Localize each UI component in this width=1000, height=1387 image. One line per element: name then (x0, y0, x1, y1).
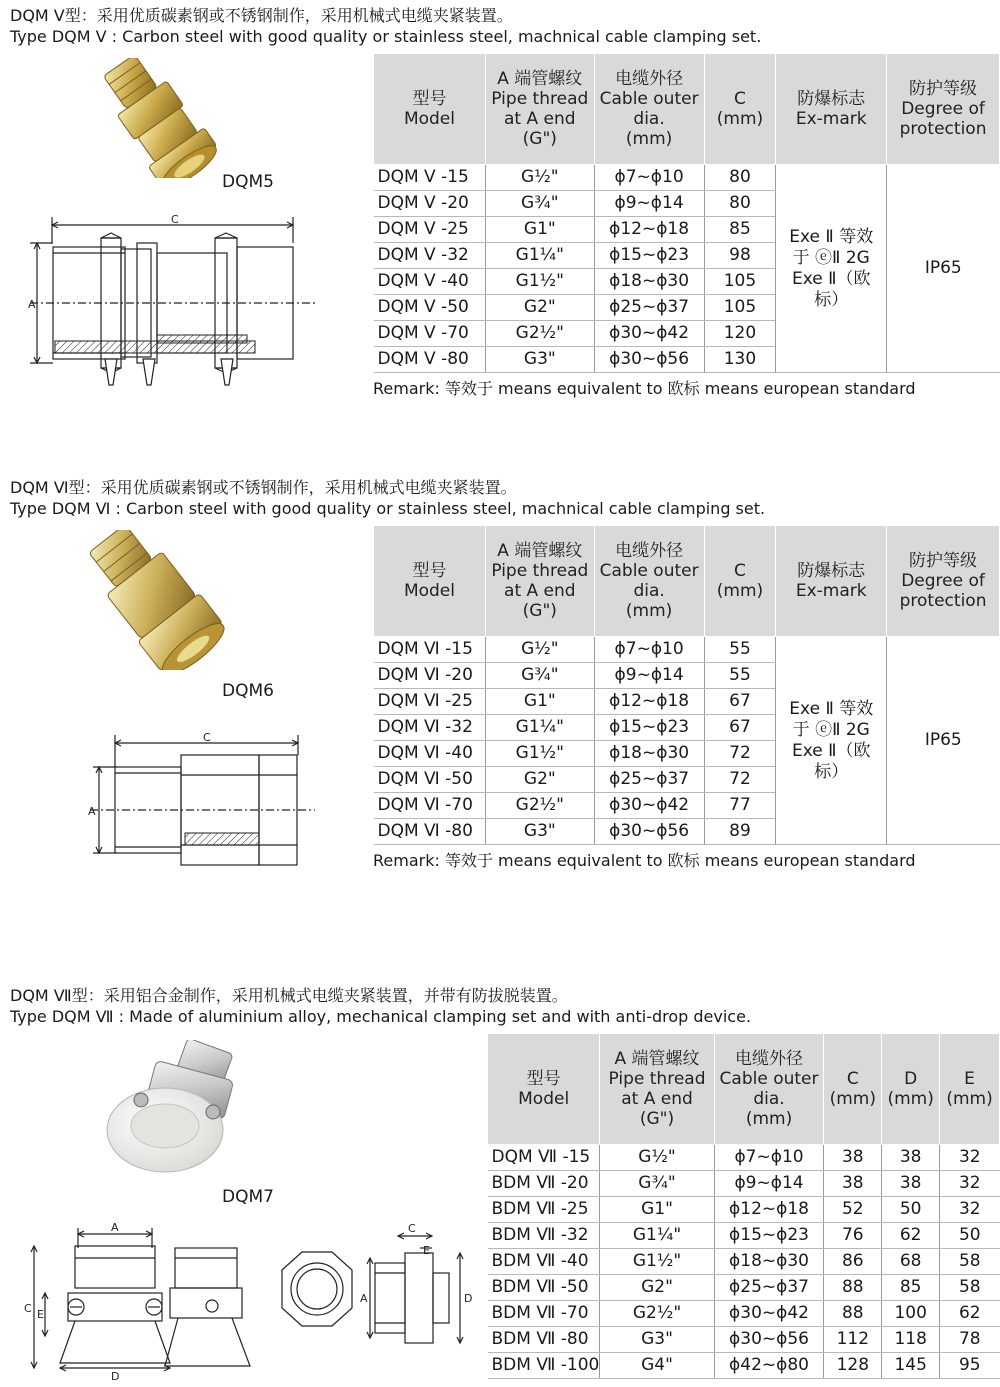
table-header-row (488, 1034, 1000, 1145)
table-row: DQM Ⅵ -40 G1½" ϕ18~ϕ30 72 (374, 741, 1000, 767)
table-row: BDM Ⅶ -70 G2½" ϕ30~ϕ42 88 100 62 (488, 1301, 1000, 1327)
table-row: BDM Ⅶ -20 G¾" ϕ9~ϕ14 38 38 32 (488, 1171, 1000, 1197)
table-row: BDM Ⅶ -80 G3" ϕ30~ϕ56 112 118 78 (488, 1327, 1000, 1353)
table-row: DQM Ⅴ -20 G¾" ϕ9~ϕ14 80 (374, 191, 1000, 217)
table-row: BDM Ⅶ -100 G4" ϕ42~ϕ80 128 145 95 (488, 1353, 1000, 1379)
header-cable-dia: 电缆外径 Cable outer dia. (mm) (714, 1034, 824, 1145)
dqm6-dimension-drawing (85, 725, 320, 875)
dqm5-remark: Remark: 等效于 means equivalent to 欧标 means european standard (373, 379, 916, 398)
table-header-row (374, 54, 1000, 165)
section-intro-dqm7 (10, 985, 751, 1027)
table-row: DQM Ⅴ -70 G2½" ϕ30~ϕ42 120 (374, 321, 1000, 347)
header-exmark: 防爆标志 Ex-mark (776, 54, 887, 165)
table-row: DQM Ⅶ -15 G½" ϕ7~ϕ10 38 38 32 (488, 1145, 1000, 1171)
header-pipe-thread: A 端管螺纹 Pipe thread at A end (G") (600, 1034, 714, 1145)
dqm6-product-photo (70, 530, 240, 670)
header-cable-dia: 电缆外径 Cable outer dia. (mm) (594, 526, 704, 637)
dqm6-spec-table (373, 525, 1000, 845)
table-row: DQM Ⅴ -50 G2" ϕ25~ϕ37 105 (374, 295, 1000, 321)
header-model: 型号 Model (374, 54, 486, 165)
dim-label-e: E (423, 1244, 430, 1257)
header-c: C (mm) (704, 526, 776, 637)
table-row: DQM Ⅵ -70 G2½" ϕ30~ϕ42 77 (374, 793, 1000, 819)
exmark-cell: Exe Ⅱ 等效 于 ⓔⅡ 2G Exe Ⅱ（欧 标） (776, 637, 887, 845)
dim-label-e: E (37, 1308, 44, 1321)
dim-label-d: D (111, 1370, 120, 1383)
intro-cn: DQM Ⅵ型：采用优质碳素钢或不锈钢制作，采用机械式电缆夹紧装置。 (10, 478, 517, 497)
table-row: DQM Ⅵ -80 G3" ϕ30~ϕ56 89 (374, 819, 1000, 845)
table-header-row (374, 526, 1000, 637)
dqm7-spec-table (487, 1033, 1000, 1379)
dim-label-a: A (88, 805, 96, 818)
header-cable-dia: 电缆外径 Cable outer dia. (mm) (594, 54, 704, 165)
dqm7-product-photo (95, 1040, 255, 1180)
table-row: BDM Ⅶ -50 G2" ϕ25~ϕ37 88 85 58 (488, 1275, 1000, 1301)
dim-label-c: C (203, 731, 211, 744)
dqm7-caption: DQM7 (222, 1187, 274, 1207)
table-row: DQM Ⅴ -15 G½" ϕ7~ϕ10 80 Exe Ⅱ 等效 于 ⓔⅡ 2G Exe Ⅱ（欧 标） IP65 (374, 165, 1000, 191)
intro-cn: DQM Ⅴ型：采用优质碳素钢或不锈钢制作，采用机械式电缆夹紧装置。 (10, 6, 513, 25)
section-intro-dqm5 (10, 5, 761, 47)
table-row: DQM Ⅴ -25 G1" ϕ12~ϕ18 85 (374, 217, 1000, 243)
header-pipe-thread: A 端管螺纹 Pipe thread at A end (G") (485, 54, 594, 165)
header-c: C (mm) (824, 1034, 882, 1145)
dim-label-a: A (360, 1292, 368, 1305)
dim-label-c: C (24, 1302, 32, 1315)
protection-cell: IP65 (887, 637, 1000, 845)
intro-en: Type DQM Ⅴ : Carbon steel with good quality or stainless steel, machnical cable clamping set. (10, 27, 762, 46)
section-intro-dqm6 (10, 477, 765, 519)
dqm5-dimension-drawing (25, 213, 325, 393)
dim-label-a: A (28, 298, 36, 311)
dim-label-c: C (408, 1222, 416, 1235)
table-row: DQM Ⅵ -20 G¾" ϕ9~ϕ14 55 (374, 663, 1000, 689)
dqm5-caption: DQM5 (222, 172, 274, 192)
exmark-cell: Exe Ⅱ 等效 于 ⓔⅡ 2G Exe Ⅱ（欧 标） (776, 165, 887, 373)
table-row: DQM Ⅵ -25 G1" ϕ12~ϕ18 67 (374, 689, 1000, 715)
protection-cell: IP65 (887, 165, 1000, 373)
dqm6-caption: DQM6 (222, 681, 274, 701)
header-pipe-thread: A 端管螺纹 Pipe thread at A end (G") (485, 526, 594, 637)
dqm5-spec-table (373, 53, 1000, 373)
dqm6-remark: Remark: 等效于 means equivalent to 欧标 means european standard (373, 851, 916, 870)
dqm5-product-photo (82, 58, 232, 178)
dim-label-c: C (171, 213, 179, 226)
table-row: DQM Ⅴ -80 G3" ϕ30~ϕ56 130 (374, 347, 1000, 373)
intro-en: Type DQM Ⅶ : Made of aluminium alloy, mechanical clamping set and with anti-drop device. (10, 1007, 752, 1026)
header-protection: 防护等级 Degree of protection (887, 526, 1000, 637)
intro-en: Type DQM Ⅵ : Carbon steel with good quality or stainless steel, machnical cable clamping set. (10, 499, 766, 518)
header-exmark: 防爆标志 Ex-mark (776, 526, 887, 637)
intro-cn: DQM Ⅶ型：采用铝合金制作，采用机械式电缆夹紧装置，并带有防拔脱装置。 (10, 986, 568, 1005)
dim-label-d: D (464, 1292, 473, 1305)
header-d: D (mm) (882, 1034, 940, 1145)
table-row: BDM Ⅶ -32 G1¼" ϕ15~ϕ23 76 62 50 (488, 1223, 1000, 1249)
header-c: C (mm) (704, 54, 776, 165)
dim-label-a: A (111, 1221, 119, 1234)
dqm7-dimension-drawings (20, 1218, 480, 1383)
table-row: DQM Ⅵ -50 G2" ϕ25~ϕ37 72 (374, 767, 1000, 793)
table-row: DQM Ⅴ -32 G1¼" ϕ15~ϕ23 98 (374, 243, 1000, 269)
header-protection: 防护等级 Degree of protection (887, 54, 1000, 165)
table-row: DQM Ⅵ -15 G½" ϕ7~ϕ10 55 Exe Ⅱ 等效 于 ⓔⅡ 2G Exe Ⅱ（欧 标） IP65 (374, 637, 1000, 663)
table-row: DQM Ⅵ -32 G1¼" ϕ15~ϕ23 67 (374, 715, 1000, 741)
table-row: BDM Ⅶ -40 G1½" ϕ18~ϕ30 86 68 58 (488, 1249, 1000, 1275)
header-model: 型号 Model (374, 526, 486, 637)
header-e: E (mm) (940, 1034, 1000, 1145)
table-row: BDM Ⅶ -25 G1" ϕ12~ϕ18 52 50 32 (488, 1197, 1000, 1223)
header-model: 型号 Model (488, 1034, 600, 1145)
table-row: DQM Ⅴ -40 G1½" ϕ18~ϕ30 105 (374, 269, 1000, 295)
